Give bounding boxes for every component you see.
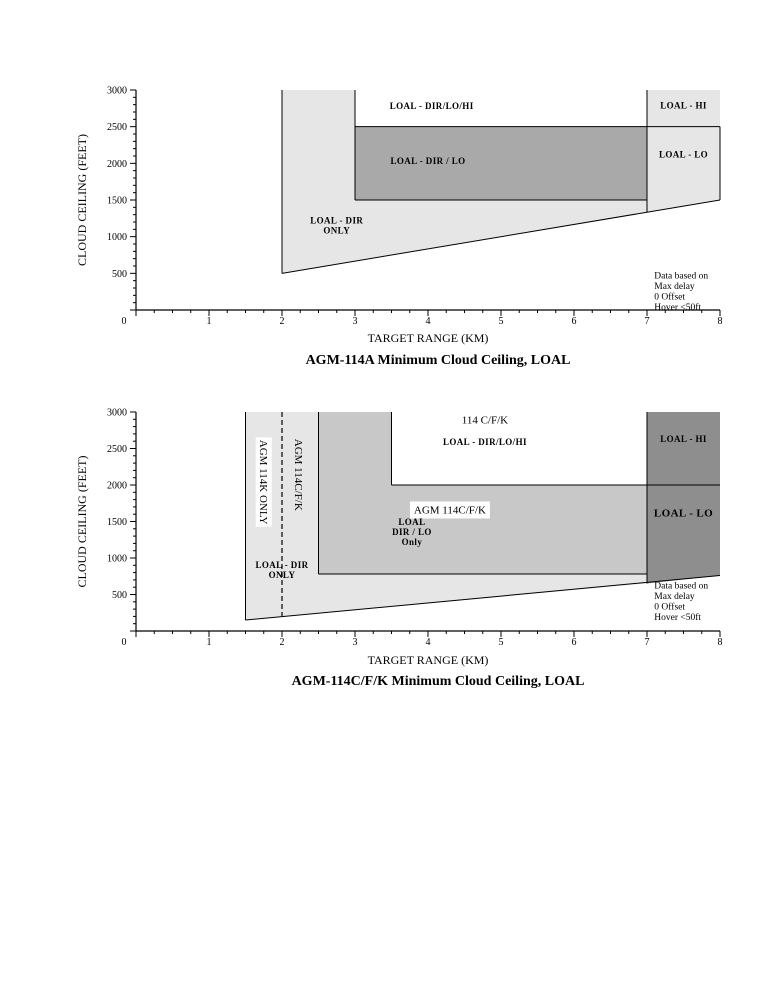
y-tick-label: 2500 bbox=[107, 444, 127, 455]
x-tick-label: 6 bbox=[571, 637, 577, 648]
region-3 bbox=[392, 412, 648, 485]
x-tick-label: 4 bbox=[425, 316, 431, 327]
data-note: 0 Offset bbox=[654, 602, 686, 613]
region-label: Only bbox=[401, 537, 423, 548]
y-tick-label: 2000 bbox=[107, 480, 127, 492]
region-label: LOAL - LO bbox=[653, 507, 714, 520]
y-axis-title: CLOUD CEILING (FEET) bbox=[75, 134, 89, 266]
y-axis-title: CLOUD CEILING (FEET) bbox=[75, 455, 89, 588]
x-tick-label: 7 bbox=[644, 637, 650, 648]
data-note: Hover <50ft bbox=[654, 613, 702, 624]
chart-2 bbox=[75, 408, 723, 690]
x-tick-label: 8 bbox=[717, 316, 723, 327]
region-label: LOAL - HI bbox=[660, 433, 707, 444]
x-tick-label: 6 bbox=[571, 316, 577, 327]
data-note: Max delay bbox=[654, 281, 695, 292]
y-tick-label: 500 bbox=[112, 268, 127, 280]
x-axis-title: TARGET RANGE (KM) bbox=[367, 331, 489, 345]
region-label: ONLY bbox=[323, 225, 351, 236]
data-note: 0 Offset bbox=[654, 292, 686, 303]
x-tick-label: 5 bbox=[498, 316, 504, 327]
x-tick-label: 0 bbox=[121, 637, 127, 648]
region-label: DIR / LO bbox=[392, 527, 432, 538]
region-label: LOAL bbox=[398, 517, 426, 528]
region-label: LOAL - LO bbox=[658, 149, 709, 160]
region-label: LOAL - HI bbox=[660, 100, 707, 111]
chart-title: AGM-114A Minimum Cloud Ceiling, LOAL bbox=[305, 353, 571, 368]
y-tick-label: 500 bbox=[112, 590, 127, 601]
x-tick-label: 7 bbox=[644, 316, 650, 327]
x-tick-label: 3 bbox=[352, 637, 358, 648]
x-tick-label: 1 bbox=[206, 637, 212, 648]
data-note: Data based on bbox=[654, 581, 709, 592]
region-label: LOAL - DIR bbox=[310, 215, 364, 226]
x-tick-label: 5 bbox=[498, 637, 504, 648]
vertical-region-label: AGM 114K ONLY bbox=[256, 439, 269, 525]
y-tick-label: 3000 bbox=[107, 85, 127, 97]
region-label: LOAL - DIR bbox=[255, 560, 309, 571]
y-tick-label: 1000 bbox=[107, 553, 127, 565]
y-tick-label: 2500 bbox=[107, 122, 127, 134]
y-tick-label: 2000 bbox=[107, 158, 127, 170]
region-label: LOAL - DIR/LO/HI bbox=[442, 436, 527, 447]
x-tick-label: 4 bbox=[425, 637, 431, 648]
region-label: LOAL - DIR / LO bbox=[390, 156, 466, 167]
region-label: AGM 114C/F/K bbox=[413, 504, 486, 517]
x-tick-label: 2 bbox=[279, 637, 285, 648]
data-note: Max delay bbox=[654, 592, 695, 603]
data-note: Data based on bbox=[654, 271, 709, 282]
y-tick-label: 3000 bbox=[107, 407, 127, 419]
chart-1 bbox=[75, 86, 723, 369]
data-note: Hover <50ft bbox=[654, 302, 702, 313]
region-5 bbox=[647, 127, 720, 213]
x-tick-label: 8 bbox=[717, 637, 723, 648]
chart-title: AGM-114C/F/K Minimum Cloud Ceiling, LOAL bbox=[291, 674, 585, 689]
region-4 bbox=[647, 412, 720, 485]
x-tick-label: 1 bbox=[206, 316, 212, 327]
x-axis-title: TARGET RANGE (KM) bbox=[367, 653, 489, 667]
y-tick-label: 1500 bbox=[107, 195, 127, 207]
y-tick-label: 1000 bbox=[107, 232, 127, 244]
x-tick-label: 2 bbox=[279, 316, 285, 327]
region-label: ONLY bbox=[268, 570, 296, 581]
x-tick-label: 3 bbox=[352, 316, 358, 327]
region-label: 114 C/F/K bbox=[461, 414, 509, 427]
x-tick-label: 0 bbox=[121, 316, 127, 327]
region-5 bbox=[647, 485, 720, 584]
region-label: LOAL - DIR/LO/HI bbox=[389, 101, 474, 112]
vertical-region-label: AGM 114C/F/K bbox=[291, 438, 304, 511]
y-tick-label: 1500 bbox=[107, 517, 127, 528]
